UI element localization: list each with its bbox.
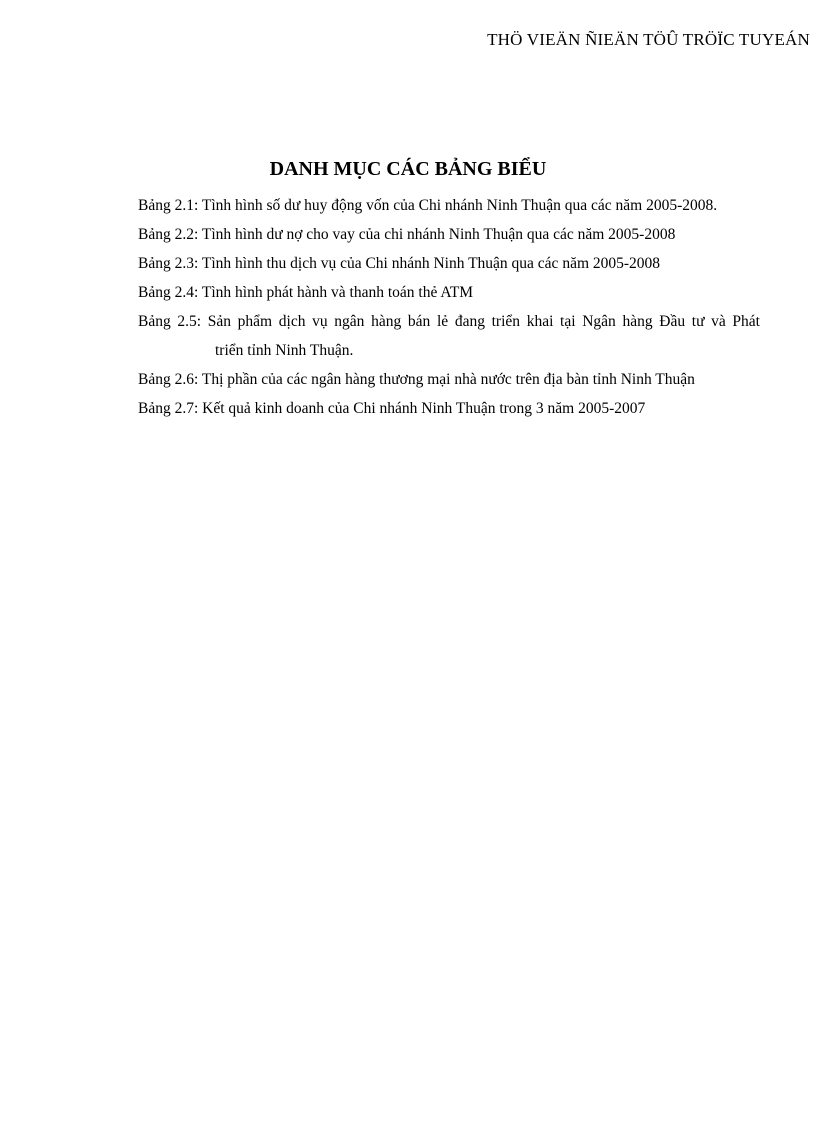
page-title: DANH MỤC CÁC BẢNG BIỂU (269, 158, 547, 180)
list-item-table-2-5-part-1: Bảng 2.5: Sản phẩm dịch vụ ngân hàng bán lẻ đang triển khai tại Ngân hàng Đầu tư và Phát (138, 313, 760, 330)
list-item-table-2-5-part-2: triển tỉnh Ninh Thuận. (215, 342, 354, 359)
list-item-table-2-5 (138, 307, 760, 365)
list-item-table-2-1: Bảng 2.1: Tình hình số dư huy động vốn của Chi nhánh Ninh Thuận qua các năm 2005-2008. (138, 197, 718, 214)
list-item-table-2-6: Bảng 2.6: Thị phần của các ngân hàng thương mại nhà nước trên địa bàn tỉnh Ninh Thuận (138, 371, 695, 388)
list-item-table-2-3: Bảng 2.3: Tình hình thu dịch vụ của Chi nhánh Ninh Thuận qua các năm 2005-2008 (138, 255, 661, 272)
table-list (138, 191, 760, 423)
list-item-table-2-4: Bảng 2.4: Tình hình phát hành và thanh toán thẻ ATM (138, 284, 474, 301)
list-item-table-2-2: Bảng 2.2: Tình hình dư nợ cho vay của chi nhánh Ninh Thuận qua các năm 2005-2008 (138, 226, 676, 243)
list-item-table-2-7: Bảng 2.7: Kết quả kinh doanh của Chi nhánh Ninh Thuận trong 3 năm 2005-2007 (138, 400, 646, 417)
page-header: THÖ VIEÄN ÑIEÄN TÖÛ TRÖÏC TUYEÁN (487, 30, 810, 49)
